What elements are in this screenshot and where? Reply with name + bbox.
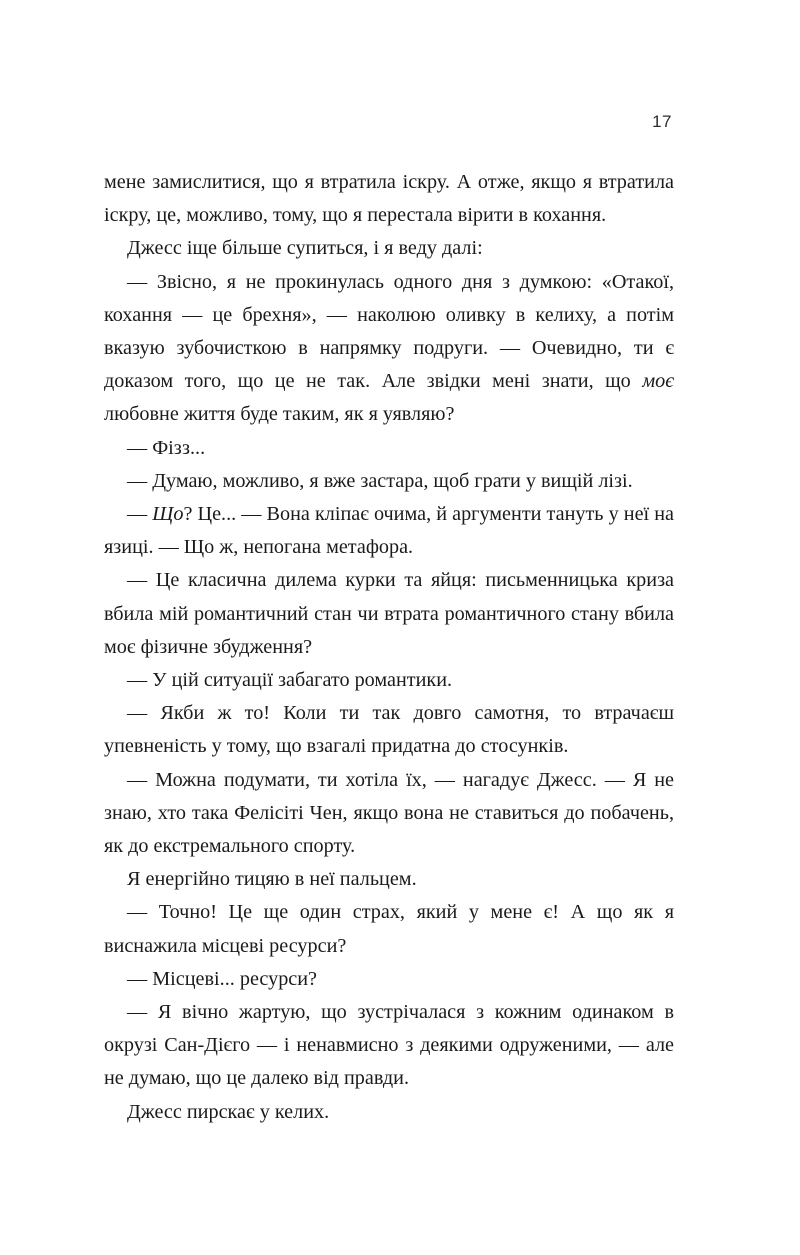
paragraph-text-segment: — Звісно, я не прокинулась одного дня з думкою: «Отакої, кохання — це брехня», — наколюю оливку в келиху, а потім вказую зубочисткою в напрямку подруги. — Очевидно, ти є доказом того, що це не так. Але звідки мені знати, що <box>104 270 674 393</box>
paragraph <box>104 266 674 432</box>
paragraph: — Фізз... <box>127 436 206 459</box>
paragraph: — Місцеві... ресурси? <box>127 967 318 990</box>
paragraph: — Точно! Це ще один страх, який у мене є! А що як я виснажила місцеві ресурси? <box>104 901 674 957</box>
paragraph: — У цій ситуації забагато романтики. <box>127 669 453 692</box>
paragraph: Я енергійно тицяю в неї пальцем. <box>127 868 417 891</box>
paragraph: Джесс пирскає у келих. <box>127 1100 330 1123</box>
paragraph: — Думаю, можливо, я вже застара, щоб грати у вищій лізі. <box>127 469 633 492</box>
paragraph: — Можна подумати, ти хотіла їх, — нагадує Джесс. — Я не знаю, хто така Фелісіті Чен, якщо вона не ставиться до побачень, як до екстремального спорту. <box>104 768 674 858</box>
page-number: 17 <box>652 112 672 131</box>
paragraph: — Якби ж то! Коли ти так довго самотня, то втрачаєш упевненість у тому, що взагалі придатна до стосунків. <box>104 702 674 758</box>
body-text <box>104 166 674 1129</box>
paragraph: — Це класична дилема курки та яйця: письменницька криза вбила мій романтичний стан чи втрата романтичного стану вбила моє фізичне збудження? <box>104 569 674 658</box>
paragraph-text-segment: — <box>127 503 153 526</box>
paragraph-text-segment: любовне життя буде таким, як я уявляю? <box>104 403 455 426</box>
emphasis-text: Що <box>152 503 184 526</box>
emphasis-text: моє <box>642 370 674 393</box>
paragraph: — Я вічно жартую, що зустрічалася з кожним одинаком в окрузі Сан-Дієго — і ненавмисно з деякими одруженими, — але не думаю, що це далеко від правди. <box>104 1001 674 1090</box>
paragraph <box>104 498 674 564</box>
paragraph: мене замислитися, що я втратила іскру. А отже, якщо я втратила іскру, це, можливо, тому, що я перестала вірити в кохання. <box>104 171 674 227</box>
paragraph: Джесс іще більше супиться, і я веду далі: <box>127 237 483 260</box>
paragraph-text-segment: ? Це... — Вона кліпає очима, й аргументи тануть у неї на язиці. — Що ж, непогана метафора. <box>104 503 674 559</box>
